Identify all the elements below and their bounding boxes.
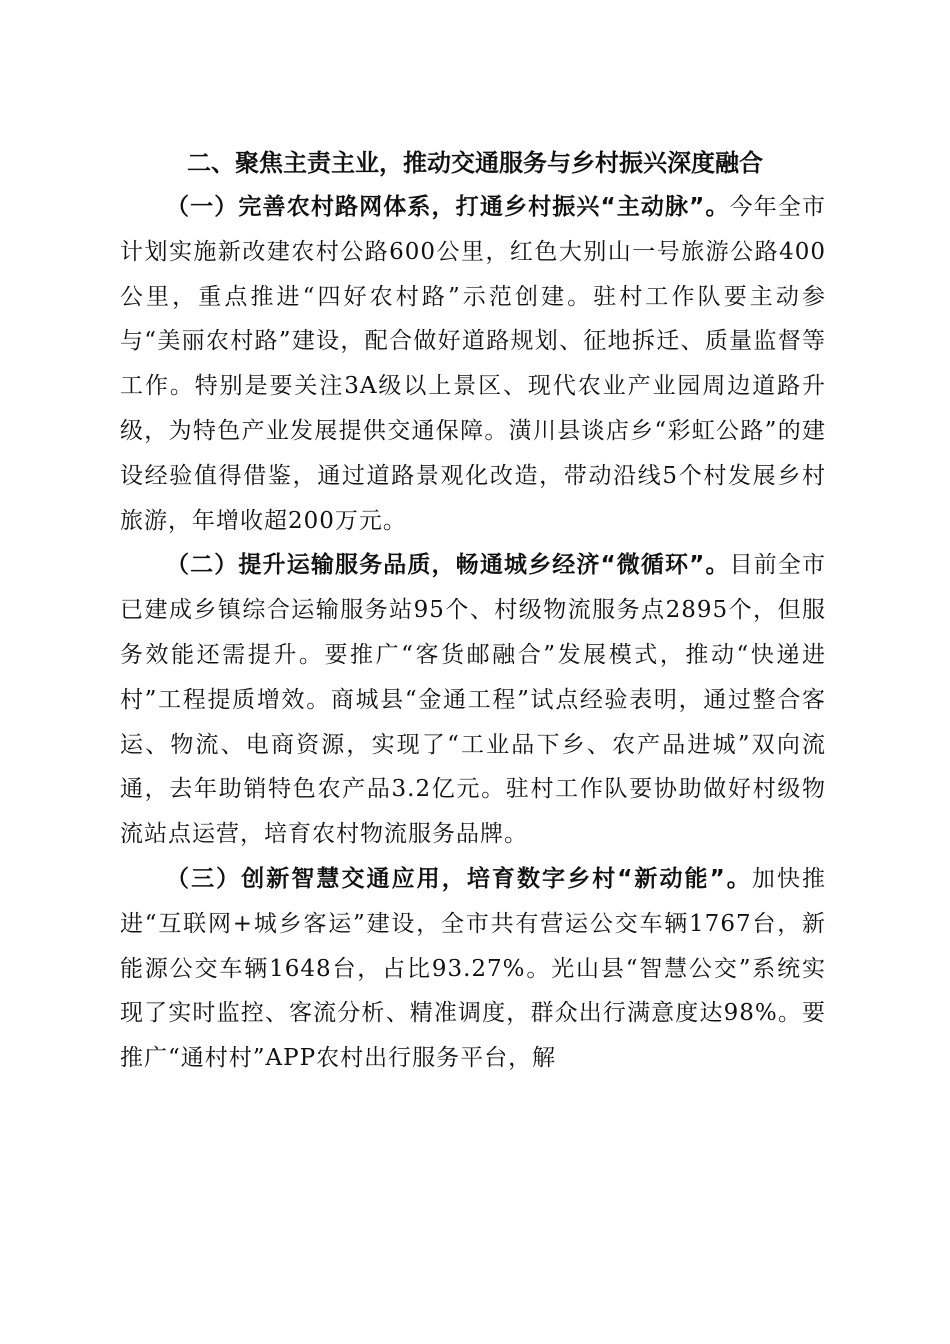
paragraph-smart-transport: [120, 857, 826, 1081]
paragraph-text: 目前全市已建成乡镇综合运输服务站95个、村级物流服务点2895个，但服务效能还需提升。要推广“客货邮融合”发展模式，推动“快递进村”工程提质增效。商城县“金通工程”试点经验表明，通过整合客运、物流、电商资源，实现了“工业品下乡、农产品进城”双向流通，去年助销特色农产品3.2亿元。驻村工作队要协助做好村级物流站点运营，培育农村物流服务品牌。: [120, 552, 827, 848]
paragraph-lead: （一）完善农村路网体系，打通乡村振兴“主动脉”。: [166, 194, 730, 220]
body-text: [120, 185, 826, 1081]
paragraph-rural-road-network: [120, 185, 826, 543]
paragraph-transport-service: [120, 543, 826, 857]
paragraph-lead: （三）创新智慧交通应用，培育数字乡村“新动能”。: [166, 865, 752, 892]
paragraph-lead: （二）提升运输服务品质，畅通城乡经济“微循环”。: [166, 552, 730, 579]
section-heading: 二、聚焦主责主业，推动交通服务与乡村振兴深度融合: [187, 149, 763, 177]
paragraph-text: 加快推进“互联网+城乡客运”建设，全市共有营运公交车辆1767台，新能源公交车辆1648台，占比93.27%。光山县“智慧公交”系统实现了实时监控、客流分析、精准调度，群众出行满意度达98%。要推广“通村村”APP农村出行服务平台，解: [120, 865, 827, 1072]
paragraph-text: 今年全市计划实施新改建农村公路600公里，红色大别山一号旅游公路400公里，重点推进“四好农村路”示范创建。驻村工作队要主动参与“美丽农村路”建设，配合做好道路规划、征地拆迁、质量监督等工作。特别是要关注3A级以上景区、现代农业产业园周边道路升级，为特色产业发展提供交通保障。潢川县谈店乡“彩虹公路”的建设经验值得借鉴，通过道路景观化改造，带动沿线5个村发展乡村旅游，年增收超200万元。: [120, 194, 827, 534]
